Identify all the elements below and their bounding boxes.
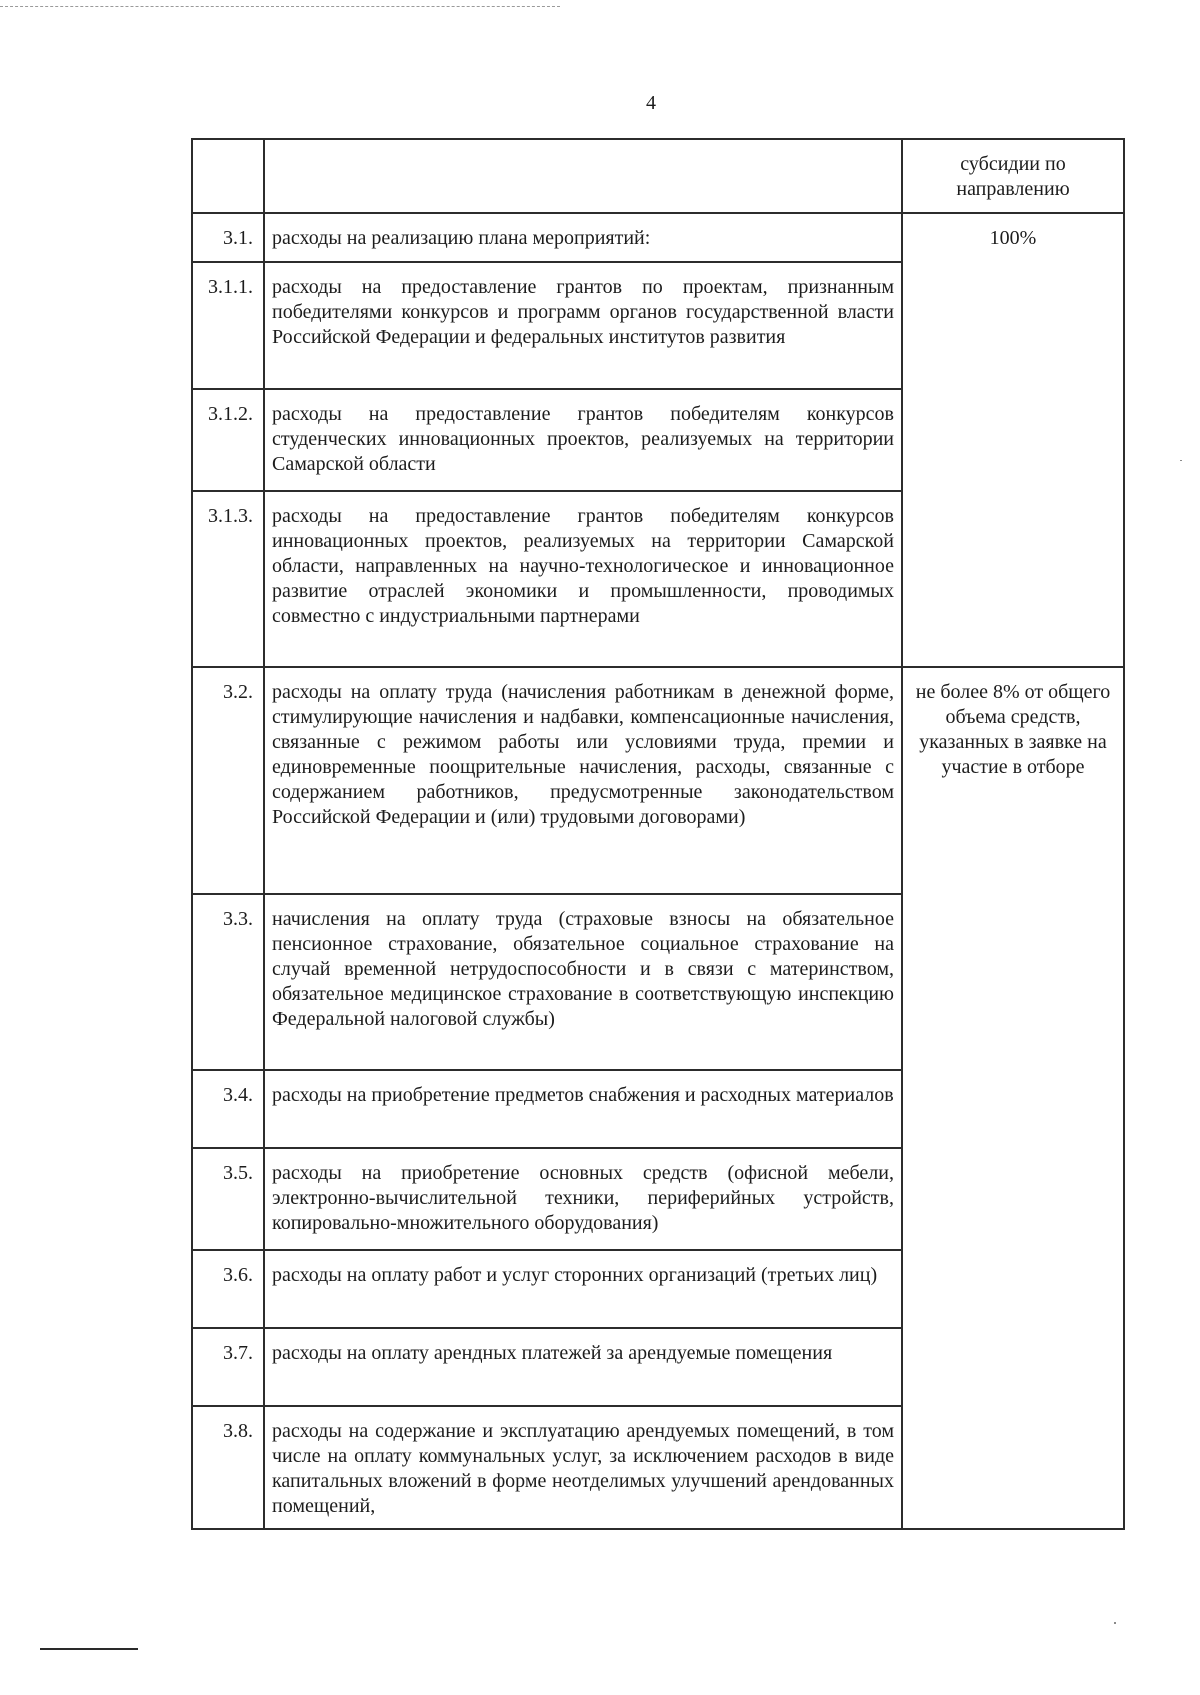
row-number: 3.1.2. bbox=[192, 389, 264, 491]
row-description: начисления на оплату труда (страховые взносы на обязательное пенсионное страхование, обязательное социальное страхование на случай временной нетрудоспособности и в связи с материнством, обязательное медицинское страхование в соответствующую инспекцию Федеральной налоговой службы) bbox=[264, 894, 902, 1070]
row-description: расходы на предоставление грантов победителям конкурсов студенческих инновационных проектов, реализуемых на территории Самарской области bbox=[264, 389, 902, 491]
row-number: 3.8. bbox=[192, 1406, 264, 1529]
table-header-row bbox=[192, 139, 1124, 213]
table-row bbox=[192, 213, 1124, 262]
row-number: 3.5. bbox=[192, 1148, 264, 1250]
scan-edge-line bbox=[0, 6, 560, 7]
row-number: 3.1. bbox=[192, 213, 264, 262]
row-description: расходы на оплату арендных платежей за арендуемые помещения bbox=[264, 1328, 902, 1406]
scan-speck bbox=[1180, 460, 1182, 461]
row-description: расходы на реализацию плана мероприятий: bbox=[264, 213, 902, 262]
row-description: расходы на приобретение предметов снабжения и расходных материалов bbox=[264, 1070, 902, 1148]
share-cell-plan: 100% bbox=[902, 213, 1124, 667]
table-row bbox=[192, 667, 1124, 894]
expense-table bbox=[191, 138, 1125, 1530]
scan-footer-line bbox=[40, 1648, 138, 1650]
scan-speck bbox=[1114, 1622, 1116, 1624]
row-number: 3.1.1. bbox=[192, 262, 264, 389]
row-description: расходы на предоставление грантов по проектам, признанным победителями конкурсов и программ органов государственной власти Российской Федерации и федеральных институтов развития bbox=[264, 262, 902, 389]
header-desc-cell bbox=[264, 139, 902, 213]
row-number: 3.2. bbox=[192, 667, 264, 894]
row-description: расходы на оплату труда (начисления работникам в денежной форме, стимулирующие начисления и надбавки, компенсационные начисления, связанные с режимом работы или условиями труда, премии и единовременные поощрительные начисления, расходы, связанные с содержанием работников, предусмотренные законодательством Российской Федерации и (или) трудовыми договорами) bbox=[264, 667, 902, 894]
page-number: 4 bbox=[646, 92, 656, 114]
row-description: расходы на приобретение основных средств (офисной мебели, электронно-вычислительной техники, периферийных устройств, копировально-множительного оборудования) bbox=[264, 1148, 902, 1250]
share-cell-labor: не более 8% от общего объема средств, указанных в заявке на участие в отборе bbox=[902, 667, 1124, 1529]
row-number: 3.4. bbox=[192, 1070, 264, 1148]
row-description: расходы на оплату работ и услуг сторонних организаций (третьих лиц) bbox=[264, 1250, 902, 1328]
row-number: 3.7. bbox=[192, 1328, 264, 1406]
row-description: расходы на предоставление грантов победителям конкурсов инновационных проектов, реализуемых на территории Самарской области, направленных на научно-технологическое и инновационное развитие отраслей экономики и промышленности, проводимых совместно с индустриальными партнерами bbox=[264, 491, 902, 667]
row-number: 3.6. bbox=[192, 1250, 264, 1328]
row-description: расходы на содержание и эксплуатацию арендуемых помещений, в том числе на оплату коммунальных услуг, за исключением расходов в виде капитальных вложений в форме неотделимых улучшений арендованных помещений, bbox=[264, 1406, 902, 1529]
header-share-cell: субсидии по направлению bbox=[902, 139, 1124, 213]
row-number: 3.1.3. bbox=[192, 491, 264, 667]
row-number: 3.3. bbox=[192, 894, 264, 1070]
header-num-cell bbox=[192, 139, 264, 213]
